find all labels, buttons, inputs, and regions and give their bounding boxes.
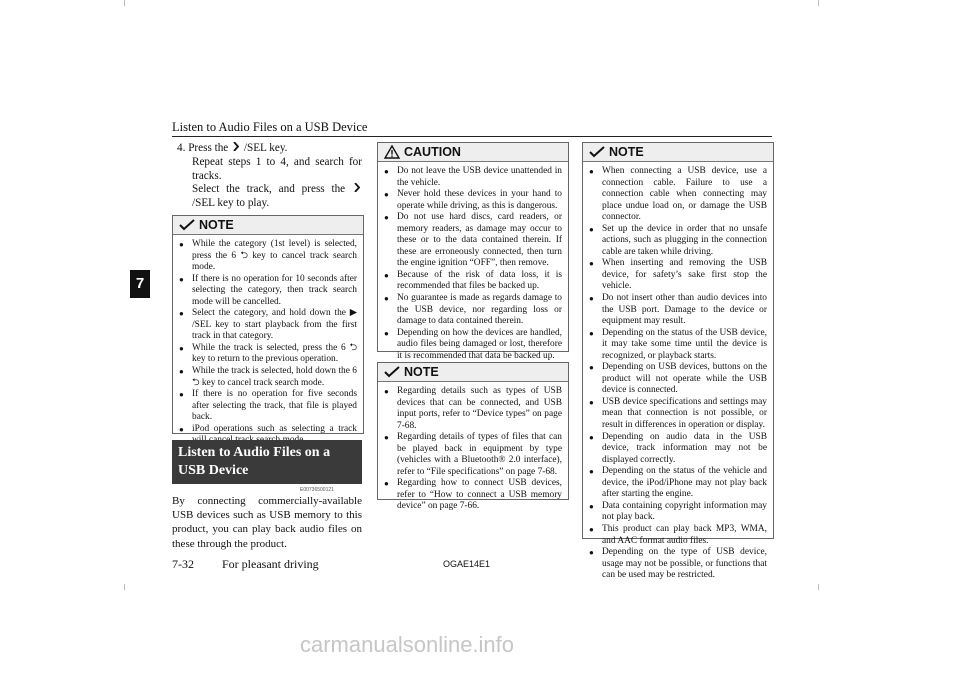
running-header: Listen to Audio Files on a USB Device [172, 120, 368, 134]
note-box-middle [377, 362, 569, 512]
note-list [583, 162, 773, 586]
list-item: ● Because of the risk of data loss, it is recommended that files be backed up. [384, 270, 562, 293]
caution-list [378, 162, 568, 366]
list-item: ● Do not leave the USB device unattended in the vehicle. [384, 166, 562, 189]
note-header-label: NOTE [199, 218, 234, 232]
check-mark-icon [589, 146, 605, 158]
note-header [173, 216, 363, 235]
section-body: By connecting commercially-available USB devices such as USB memory to this product, you can play back audio files on these through the product. [172, 495, 362, 550]
list-item: ● Data containing copyright information may not play back. [589, 501, 767, 524]
section-code: E00736500121 [300, 487, 334, 493]
list-item: ● Depending on USB devices, buttons on the product will not operate while the USB device is connected. [589, 362, 767, 397]
list-item: ● Do not insert other than audio devices into the USB port. Damage to the device or equipment may result. [589, 293, 767, 328]
list-item: ● While the category (1st level) is selected, press the 6 ⮌ key to cancel track search mode. [179, 239, 357, 274]
list-item: ● Select the category, and hold down the ▶ /SEL key to start playback from the first track in that category. [179, 308, 357, 343]
note-header [583, 143, 773, 162]
list-item: ● Set up the device in order that no unsafe actions, such as plugging in the connection cable are taken while driving. [589, 224, 767, 259]
note-header-label: NOTE [609, 145, 644, 159]
caution-header [378, 143, 568, 162]
chapter-tab: 7 [130, 270, 150, 298]
step-4-para-2 [177, 183, 362, 211]
check-mark-icon [384, 366, 400, 378]
caution-header-label: CAUTION [404, 145, 461, 159]
note-list [378, 382, 568, 517]
chapter-label: For pleasant driving [222, 557, 319, 571]
list-item: ● Regarding details of types of files that can be played back in equipment by type (vehicles with a Bluetooth® 2.0 interface), refer to “File specifications” on page 7-68. [384, 432, 562, 478]
list-item: ● Regarding details such as types of USB devices that can be connected, and USB input ports, refer to “Device types” on page 7-68. [384, 386, 562, 432]
list-item: ● Depending on audio data in the USB device, track information may not be displayed correctly. [589, 432, 767, 467]
check-mark-icon [179, 219, 195, 231]
play-icon [352, 183, 362, 197]
step-4-text: 4. Press the [177, 142, 229, 154]
note-header-label: NOTE [404, 365, 439, 379]
list-item: ● While the track is selected, hold down the 6 ⮌ key to cancel track search mode. [179, 366, 357, 389]
list-item: ● Do not use hard discs, card readers, or memory readers, as damage may occur to these or to the data contained therein. If these are erroneously connected, then turn the engine ignition “OFF”, then remove. [384, 212, 562, 270]
note-box-left [172, 215, 364, 434]
step-4-key: /SEL key. [243, 142, 288, 154]
warning-triangle-icon [384, 145, 400, 159]
list-item: ● Depending on the status of the USB device, it may take some time until the device is recognized, or playback starts. [589, 328, 767, 363]
list-item: ● This product can play back MP3, WMA, and AAC format audio files. [589, 524, 767, 547]
step-4-para-1: Repeat steps 1 to 4, and search for tracks. [192, 155, 362, 182]
list-item: ● Depending on how the devices are handled, audio files being damaged or lost, therefore it is recommended that data be backed up. [384, 328, 562, 363]
list-item: ● When connecting a USB device, use a connection cable. Failure to use a connection cable when connecting may place undue load on, or damage the USB connector. [589, 166, 767, 224]
play-icon [231, 142, 241, 156]
list-item: ● While the track is selected, press the 6 ⮌ key to return to the previous operation. [179, 343, 357, 366]
list-item: ● iPod operations such as selecting a track [179, 424, 357, 447]
note-header [378, 363, 568, 382]
caution-box [377, 142, 569, 361]
step-4-para-2-text: Select the track, and press the [192, 183, 346, 196]
list-item: ● Depending on the status of the vehicle and device, the iPod/iPhone may not play back after starting the engine. [589, 466, 767, 501]
list-item: ● If there is no operation for 10 seconds after selecting the category, then track search mode will be cancelled. [179, 274, 357, 309]
list-item: ● Never hold these devices in your hand to operate while driving, as this is dangerous. [384, 189, 562, 212]
list-item: ● When inserting and removing the USB device, for safety’s sake first stop the vehicle. [589, 258, 767, 293]
step-4 [177, 142, 362, 211]
page-number: 7-32 [172, 557, 194, 571]
section-title: Listen to Audio Files on a USB Device [172, 440, 362, 484]
note-list [173, 235, 363, 451]
list-item: ● Depending on the type of USB device, usage may not be possible, or functions that can be used may be restricted. [589, 547, 767, 582]
list-item: ● No guarantee is made as regards damage to the USB device, nor regarding loss or damage to data contained therein. [384, 293, 562, 328]
watermark: carmanualsonline.info [300, 632, 515, 657]
list-item: ● If there is no operation for five seconds after selecting the track, that file is played back. [179, 389, 357, 424]
list-item: ● Regarding how to connect USB devices, refer to “How to connect a USB memory device” on page 7-66. [384, 478, 562, 513]
list-item: ● USB device specifications and settings may mean that connection is not possible, or result in differences in operation or display. [589, 397, 767, 432]
step-4-para-2-key: /SEL key to play. [192, 197, 270, 210]
note-box-right [582, 142, 774, 581]
document-code: OGAE14E1 [443, 559, 491, 569]
header-rule [172, 136, 772, 137]
